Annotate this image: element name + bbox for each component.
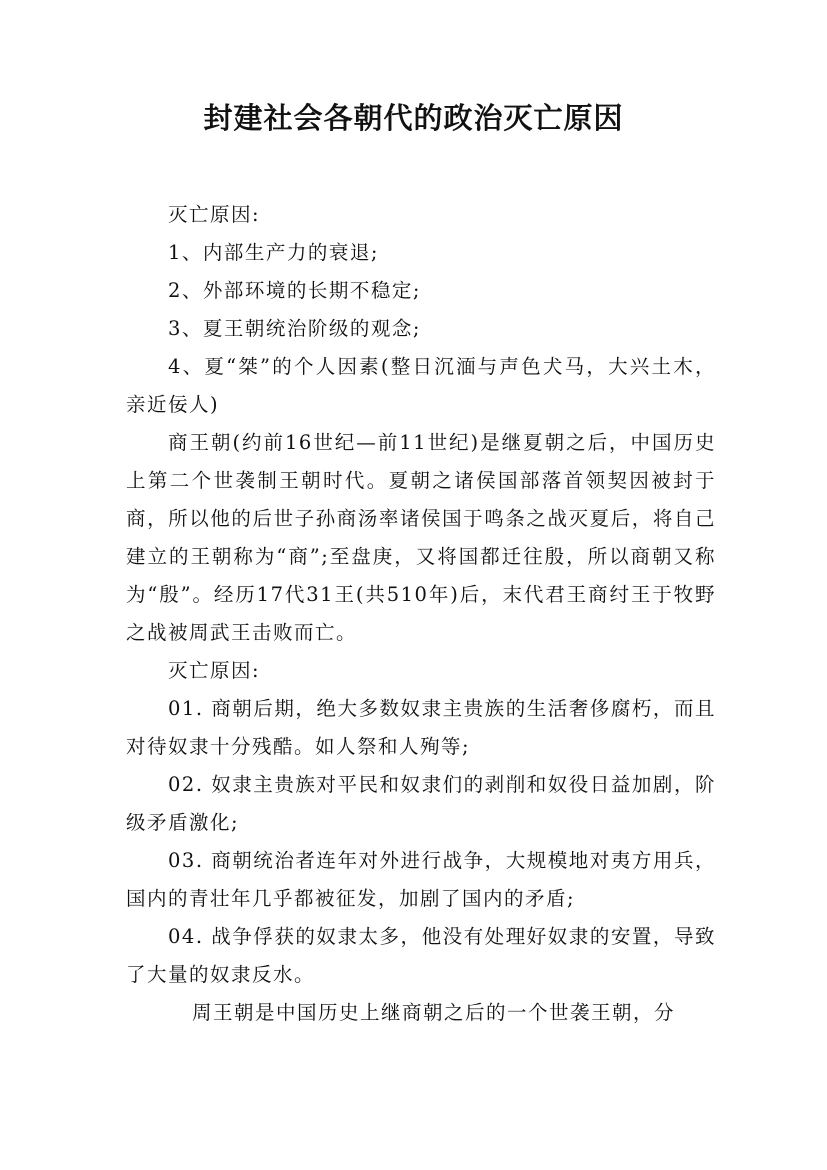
list-item: 01. 商朝后期，绝大多数奴隶主贵族的生活奢侈腐朽，而且对待奴隶十分残酷。如人祭和人殉等; — [126, 697, 716, 758]
list-item: 4、夏“桀”的个人因素(整日沉湎与声色犬马，大兴土木，亲近佞人) — [126, 355, 716, 416]
document-title: 封建社会各朝代的政治灭亡原因 — [203, 101, 624, 135]
body-paragraph: 周王朝是中国历史上继商朝之后的一个世袭王朝，分 — [192, 1001, 676, 1024]
document-body — [126, 196, 716, 1032]
section-heading: 灭亡原因: — [168, 203, 261, 226]
list-item: 1、内部生产力的衰退; — [168, 241, 379, 264]
list-item: 2、外部环境的长期不稳定; — [168, 279, 421, 302]
list-item: 3、夏王朝统治阶级的观念; — [168, 317, 421, 340]
section-heading: 灭亡原因: — [168, 659, 261, 682]
list-item: 04. 战争俘获的奴隶太多，他没有处理好奴隶的安置，导致了大量的奴隶反水。 — [126, 925, 716, 986]
body-paragraph: 商王朝(约前16世纪—前11世纪)是继夏朝之后，中国历史上第二个世袭制王朝时代。夏朝之诸侯国部落首领契因被封于商，所以他的后世子孙商汤率诸侯国于鸣条之战灭夏后，将自己建立的王朝称为“商”;至盘庚，又将国都迁往殷，所以商朝又称为“殷”。经历17代31王(共510年)后，末代君王商纣王于牧野之战被周武王击败而亡。 — [126, 431, 716, 644]
list-item: 03. 商朝统治者连年对外进行战争，大规模地对夷方用兵，国内的青壮年几乎都被征发，加剧了国内的矛盾; — [126, 849, 716, 910]
list-item: 02. 奴隶主贵族对平民和奴隶们的剥削和奴役日益加剧，阶级矛盾激化; — [126, 773, 716, 834]
